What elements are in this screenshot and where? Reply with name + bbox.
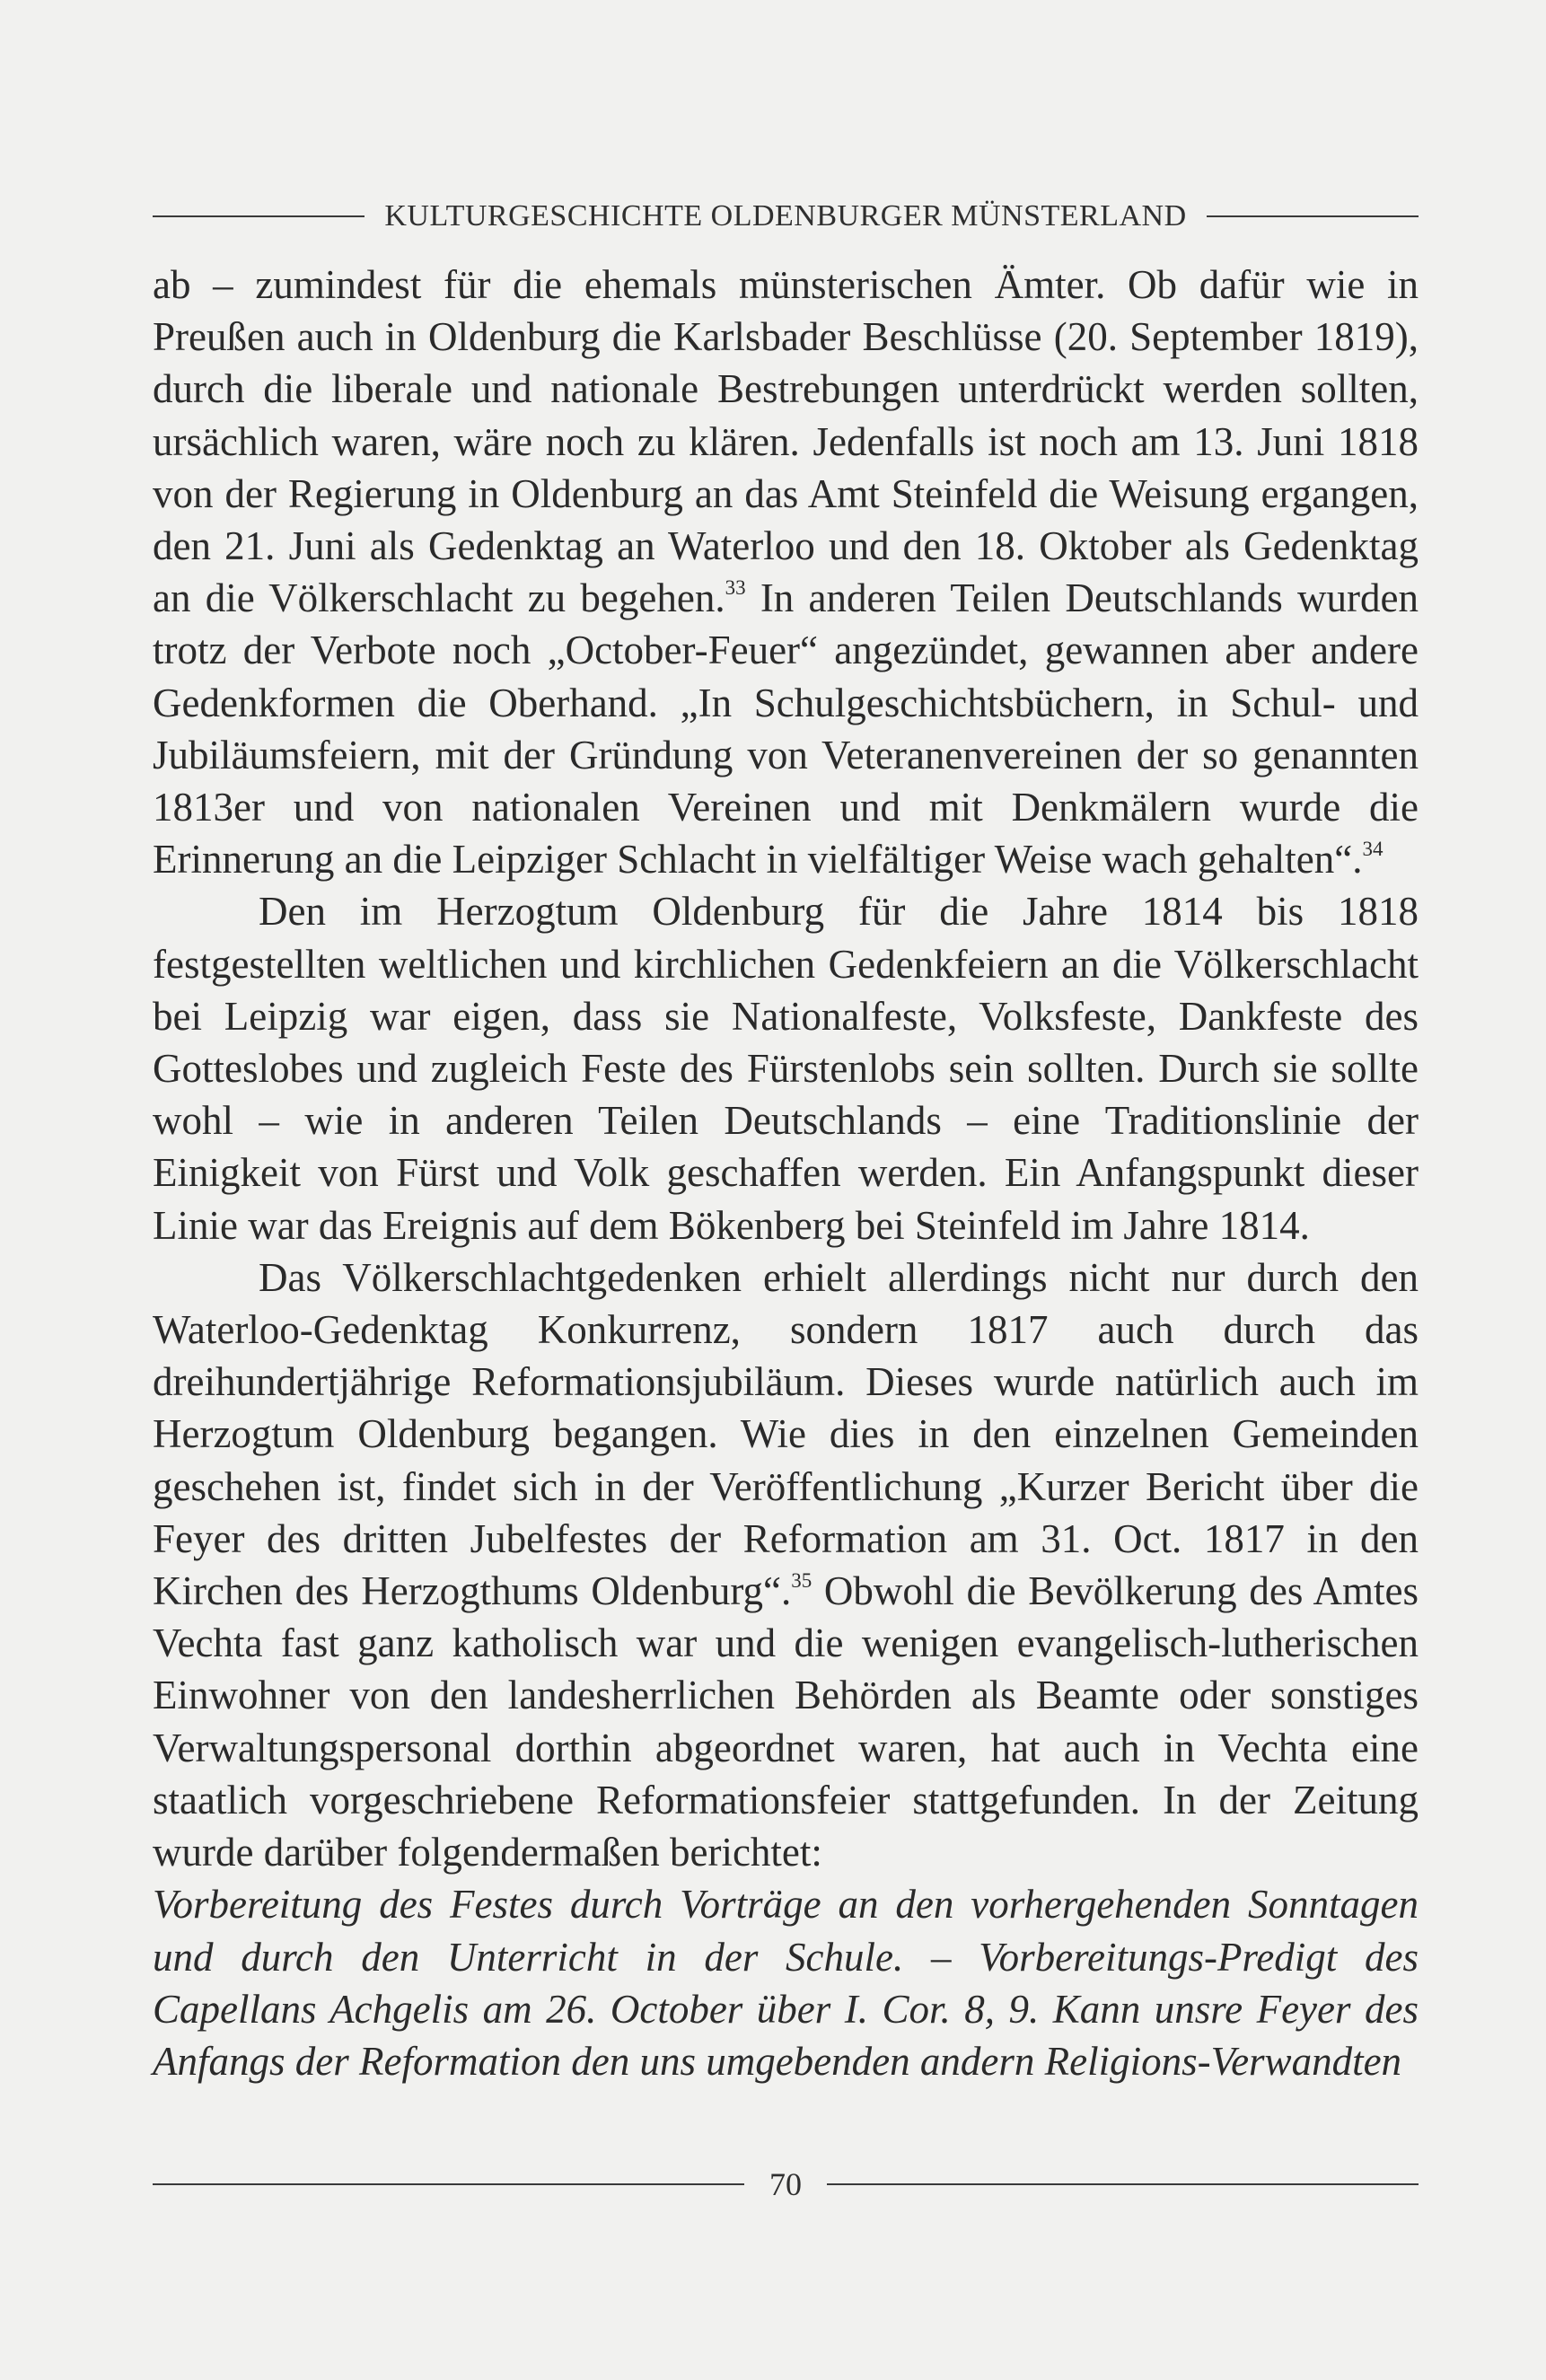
header-rule-left: [153, 215, 365, 217]
running-header: [153, 199, 1419, 233]
paragraph-3-part-2: Obwohl die Bevölkerung des Amtes Vechta fast ganz katholisch war und die wenigen evangelisch-lutherischen Einwohner von den landesherrlichen Behörden als Beamte oder sonstiges Verwaltungspersonal dorthin abgeordnet waren, hat auch in Vechta eine staatlich vorgeschriebene Reformationsfeier stattgefunden. In der Zeitung wurde darüber folgendermaßen berichtet:: [153, 1568, 1419, 1875]
footer-rule-right: [827, 2183, 1419, 2185]
block-quote: Vorbereitung des Festes durch Vorträge an den vorhergehenden Sonntagen und durch den Unterricht in der Schule. – Vorbereitungs-Predigt des Capellans Achgelis am 26. October über I. Cor. 8, 9. Kann unsre Feyer des Anfangs der Reformation den uns umgebenden andern Religions-Verwandten: [153, 1882, 1419, 2084]
body-text: [153, 259, 1419, 2087]
paragraph-3: [153, 1251, 1419, 1878]
page-number: 70: [769, 2166, 802, 2202]
running-title: KULTURGESCHICHTE OLDENBURGER MÜNSTERLAND: [384, 199, 1187, 233]
footnote-ref-35: 35: [791, 1569, 813, 1593]
footer-rule-left: [153, 2183, 744, 2185]
footnote-ref-33: 33: [725, 576, 746, 600]
page-footer: [153, 2165, 1419, 2203]
header-rule-right: [1207, 215, 1419, 217]
paragraph-3-part-1: Das Völkerschlachtgedenken erhielt allerdings nicht nur durch den Waterloo-Gedenktag Konkurrenz, sondern 1817 auch durch das dreihundertjährige Reformationsjubiläum. Dieses wurde natürlich auch im Herzogtum Oldenburg begangen. Wie dies in den einzelnen Gemeinden geschehen ist, findet sich in der Veröffentlichung „Kurzer Bericht über die Feyer des dritten Jubelfestes der Reformation am 31. Oct. 1817 in den Kirchen des Herzogthums Oldenburg“.: [153, 1254, 1419, 1614]
paragraph-1-part-2: In anderen Teilen Deutschlands wurden trotz der Verbote noch „October-Feuer“ angezündet, gewannen aber andere Gedenkformen die Oberhand. „In Schulgeschichtsbüchern, in Schul- und Jubiläumsfeiern, mit der Gründung von Veteranenvereinen der so genannten 1813er und von nationalen Vereinen und mit Denkmälern wurde die Erinnerung an die Leipziger Schlacht in vielfältiger Weise wach gehalten“.: [153, 575, 1419, 883]
footnote-ref-34: 34: [1362, 838, 1383, 861]
paragraph-1: [153, 259, 1419, 885]
paragraph-2: Den im Herzogtum Oldenburg für die Jahre 1814 bis 1818 festgestellten weltlichen und kirchlichen Gedenkfeiern an die Völkerschlacht bei Leipzig war eigen, dass sie Nationalfeste, Volksfeste, Dankfeste des Gotteslobes und zugleich Feste des Fürstenlobs sein sollten. Durch sie sollte wohl – wie in anderen Teilen Deutschlands – eine Traditionslinie der Einigkeit von Fürst und Volk geschaffen werden. Ein Anfangspunkt dieser Linie war das Ereignis auf dem Bökenberg bei Steinfeld im Jahre 1814.: [153, 889, 1419, 1248]
paragraph-1-part-1: ab – zumindest für die ehemals münsterischen Ämter. Ob dafür wie in Preußen auch in Oldenburg die Karlsbader Beschlüsse (20. September 1819), durch die liberale und nationale Bestrebungen unterdrückt werden sollten, ursächlich waren, wäre noch zu klären. Jedenfalls ist noch am 13. Juni 1818 von der Regierung in Oldenburg an das Amt Steinfeld die Weisung ergangen, den 21. Juni als Gedenktag an Waterloo und den 18. Oktober als Gedenktag an die Völkerschlacht zu begehen.: [153, 262, 1419, 621]
